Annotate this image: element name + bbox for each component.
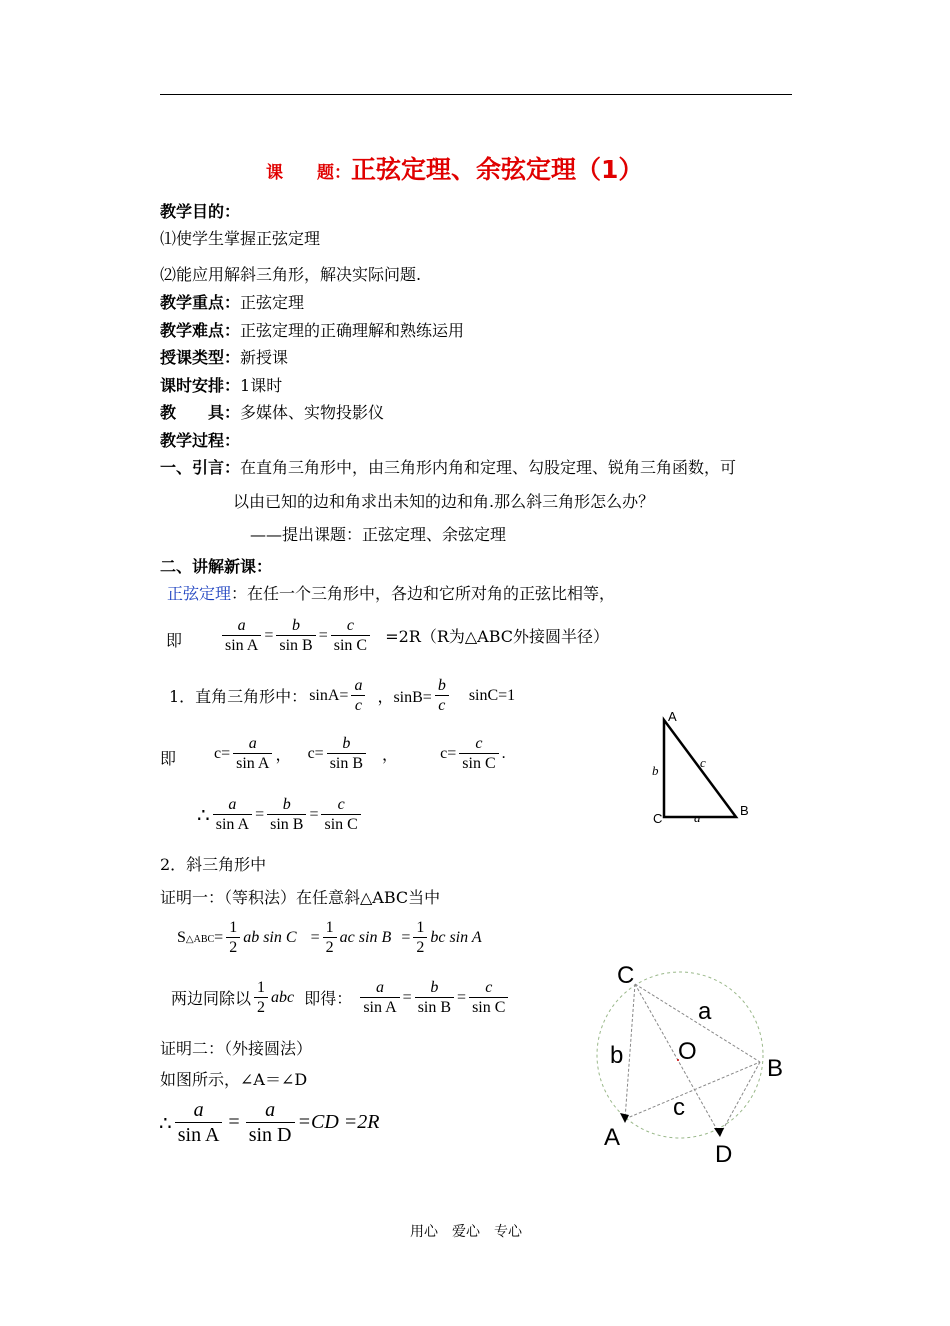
period: . [501, 744, 506, 762]
page-title [266, 150, 643, 186]
title-prefix: 课 题： [266, 163, 351, 183]
numerator: a [213, 795, 252, 815]
numerator: 1 [323, 918, 337, 938]
objective-item: ⑵能应用解斜三角形，解决实际问题. [160, 265, 422, 284]
term: bc sin A [430, 928, 482, 946]
area-symbol: S△ABC= [177, 928, 224, 946]
numerator: a [222, 616, 261, 636]
denominator: sin B [329, 755, 364, 773]
vertex-B-label: B [740, 803, 749, 818]
formula-tail: =2R（R为△ABC外接圆半径） [385, 627, 610, 647]
theorem-name: 正弦定理 [167, 584, 232, 603]
denominator: sin A [236, 755, 270, 773]
side-c-line [625, 1062, 760, 1119]
fraction [321, 795, 360, 834]
fraction [413, 918, 427, 957]
label-D: D [715, 1141, 733, 1168]
denominator: 2 [257, 999, 266, 1017]
c-eq-label: c= [214, 744, 231, 762]
process-heading: 教学过程： [160, 431, 241, 450]
term: ac sin B [339, 928, 392, 946]
label-C: C [617, 962, 635, 989]
sinA-label: sinA= [309, 686, 349, 704]
denominator: sin B [270, 816, 304, 834]
denominator: c [354, 697, 362, 715]
chord-BD [720, 1062, 760, 1135]
equals: = [310, 928, 320, 946]
info-label: 教 具： [160, 403, 241, 422]
right-triangle-figure [640, 705, 770, 835]
c-eq-label: c= [307, 744, 324, 762]
oblique-heading: 2．斜三角形中 [160, 855, 267, 874]
new-lesson-heading: 二、讲解新课： [160, 557, 273, 576]
numerator: b [276, 616, 315, 636]
numerator: a [233, 734, 272, 754]
intro-line-3: ——提出课题：正弦定理、余弦定理 [250, 525, 507, 544]
proof1-heading: 证明一：（等积法）在任意斜△ABC当中 [160, 888, 441, 907]
fraction [415, 978, 454, 1017]
intro-line-1 [160, 455, 736, 478]
denominator: sin C [324, 816, 358, 834]
page-footer: 用心 爱心 专心 [410, 1224, 522, 1240]
equals: = [228, 1111, 240, 1133]
fraction [469, 978, 508, 1017]
fraction [226, 918, 240, 957]
numerator: c [459, 734, 498, 754]
numerator: 1 [254, 978, 268, 998]
term: abc [271, 988, 295, 1006]
theorem-text: ：在任一个三角形中，各边和它所对角的正弦比相等， [231, 584, 616, 603]
numerator: 1 [413, 918, 427, 938]
term: ab sin C [243, 928, 297, 946]
header-rule [160, 94, 792, 95]
sinB-label: ，sinB= [377, 689, 432, 707]
numerator: a [246, 1098, 295, 1123]
final-formula [158, 1098, 381, 1147]
area-formula [176, 918, 483, 957]
fraction [351, 676, 365, 715]
therefore-symbol: ∴ [159, 1110, 172, 1135]
vertex-A-label: A [668, 709, 677, 724]
denominator: sin A [363, 999, 397, 1017]
therefore-formula [196, 795, 363, 834]
numerator: c [321, 795, 360, 815]
info-row-focus [160, 290, 304, 313]
fraction [360, 978, 399, 1017]
equals: = [264, 626, 274, 644]
denominator: 2 [416, 939, 425, 957]
equals: = [402, 988, 412, 1006]
denominator: sin C [333, 637, 368, 655]
fraction [233, 734, 272, 773]
info-value: 正弦定理 [240, 293, 305, 312]
label-A: A [604, 1124, 621, 1151]
intro-line-2: 以由已知的边和角求出未知的边和角.那么斜三角形怎么办？ [233, 492, 655, 511]
fraction [331, 616, 370, 655]
objectives-heading: 教学目的： [160, 202, 241, 221]
fraction [254, 978, 268, 1017]
numerator: c [331, 616, 370, 636]
info-label: 教学重点： [160, 293, 241, 312]
intro-text: 在直角三角形中，由三角形内角和定理、勾股定理、锐角三角函数，可 [240, 458, 737, 477]
fraction [435, 676, 449, 715]
info-row-tools [160, 400, 384, 423]
circumcircle-figure [585, 955, 800, 1170]
numerator: c [469, 978, 508, 998]
numerator: b [267, 795, 306, 815]
denominator: 2 [325, 939, 334, 957]
as-shown-text: 如图所示，∠A＝∠D [160, 1070, 308, 1089]
vertex-C-label: C [653, 811, 663, 826]
objective-item: ⑴使学生掌握正弦定理 [160, 229, 321, 248]
denominator: sin A [225, 637, 259, 655]
denominator: sin A [215, 816, 250, 834]
fraction [222, 616, 261, 655]
info-label: 课时安排： [160, 376, 241, 395]
equals: = [401, 928, 411, 946]
fraction [276, 616, 315, 655]
final-tail: =CD =2R [297, 1111, 380, 1133]
side-c-label: c [700, 755, 706, 770]
right-triangle-line [168, 676, 516, 715]
denominator: c [438, 697, 446, 715]
numerator: 1 [226, 918, 240, 938]
side-a-label: a [694, 810, 701, 825]
theorem-statement [167, 581, 615, 604]
equals: = [309, 805, 319, 823]
denominator: sin B [279, 637, 313, 655]
fraction [267, 795, 306, 834]
fraction [213, 795, 252, 834]
divide-formula [170, 978, 510, 1017]
equals: = [318, 626, 328, 644]
denominator: sin A [177, 1124, 220, 1146]
ji2-label: 即 [160, 749, 177, 768]
fraction [459, 734, 498, 773]
info-row-difficulty [160, 318, 464, 341]
numerator: a [175, 1098, 223, 1123]
fraction [323, 918, 337, 957]
denominator: sin B [417, 999, 452, 1017]
numerator: b [415, 978, 454, 998]
denominator: sin D [248, 1124, 292, 1146]
equals: = [457, 988, 467, 1006]
info-row-hours [160, 373, 282, 396]
info-row-type [160, 345, 288, 368]
c-eq-label: c= [440, 744, 457, 762]
label-b: b [610, 1042, 624, 1069]
both-sides-text: 两边同除以 [171, 989, 252, 1009]
fraction [175, 1098, 223, 1147]
right-heading: 1．直角三角形中： [169, 687, 308, 707]
therefore-symbol: ∴ [197, 802, 210, 827]
info-label: 教学难点： [160, 321, 241, 340]
sine-law-formula [220, 616, 610, 655]
info-label: 授课类型： [160, 348, 241, 367]
denominator: 2 [229, 939, 238, 957]
denominator: sin C [462, 755, 496, 773]
proof2-heading: 证明二：（外接圆法） [160, 1039, 313, 1058]
intro-label: 一、引言： [160, 458, 241, 477]
get-text: 即得： [304, 989, 353, 1009]
equals: = [255, 805, 265, 823]
numerator: b [327, 734, 366, 754]
numerator: a [360, 978, 399, 998]
fraction [246, 1098, 295, 1147]
denominator: sin C [472, 999, 506, 1017]
info-value: 1课时 [240, 376, 283, 395]
fraction [327, 734, 366, 773]
numerator: a [351, 676, 365, 696]
label-O: O [678, 1038, 697, 1065]
sinC-label: sinC=1 [468, 686, 516, 704]
info-value: 正弦定理的正确理解和熟练运用 [240, 321, 465, 340]
label-c: c [673, 1094, 685, 1121]
label-a: a [698, 998, 712, 1025]
side-b-label: b [652, 763, 659, 778]
info-value: 新授课 [240, 348, 289, 367]
ji-label: 即 [166, 631, 183, 650]
side-b-line [625, 984, 635, 1119]
point-D-marker [714, 1128, 724, 1137]
numerator: b [435, 676, 449, 696]
label-B: B [767, 1055, 784, 1082]
c-formulas: c= $\frac{a}{\text{sin A}}$ ， c= $\frac{b}{\text{sin B}}$ ， c= $\frac{c}{\text{sin C}}$ . [214, 735, 506, 773]
info-value: 多媒体、实物投影仪 [240, 403, 385, 422]
title-main: 正弦定理、余弦定理（1） [351, 155, 644, 184]
